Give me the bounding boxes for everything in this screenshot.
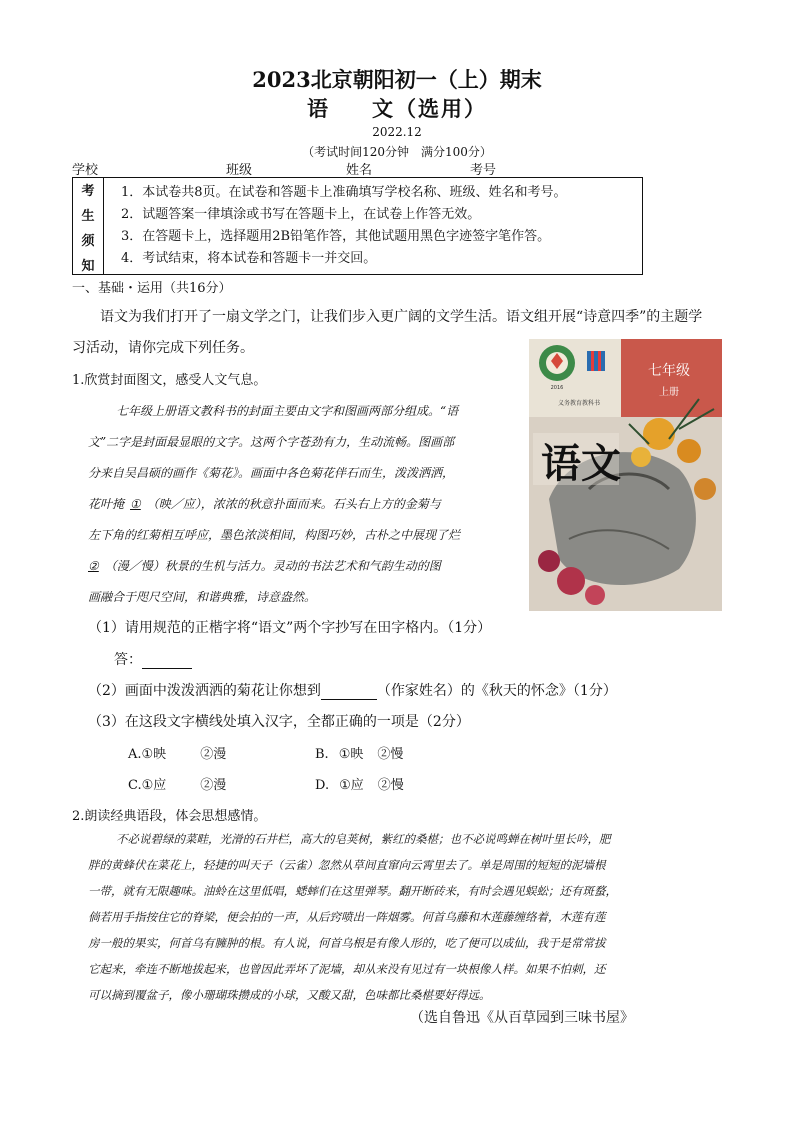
notice-rule: 1．本试卷共8页。在试卷和答题卡上准确填写学校名称、班级、姓名和考号。: [121, 185, 567, 200]
passage-line: [88, 495, 441, 512]
passage-line: 左下角的红菊相互呼应，墨色浓淡相间，构图巧妙，古朴之中展现了烂: [88, 528, 461, 542]
author-blank[interactable]: [321, 685, 377, 700]
q2-passage-line: 房一般的果实，何首乌有臃肿的根。有人说，何首乌根是有像人形的，吃了便可以成仙，我于是常常拔: [88, 936, 606, 950]
notice-box: [72, 177, 643, 275]
passage-text: 秋景的生机与活力。灵动的书法艺术和气韵生动的图: [164, 559, 441, 573]
option-b[interactable]: [315, 743, 403, 762]
notice-char: 考: [81, 184, 95, 199]
option-part: ①映: [338, 747, 364, 762]
choice-text: （映／应），: [146, 497, 213, 511]
intro-line: 习活动，请你完成下列任务。: [72, 340, 254, 356]
school-field[interactable]: [98, 163, 212, 178]
option-a[interactable]: [128, 743, 226, 762]
option-part: ②漫: [200, 747, 227, 762]
exam-title: 2023北京朝阳初一（上）期末: [252, 67, 542, 92]
passage-text: 花叶掩: [88, 497, 125, 511]
option-part: ②漫: [200, 778, 227, 793]
intro-line: 语文为我们打开了一扇文学之门，让我们步入更广阔的文学生活。语文组开展“诗意四季”的主题学: [100, 309, 703, 325]
q2-passage-line: 胖的黄蜂伏在菜花上，轻捷的叫天子（云雀）忽然从草间直窜向云霄里去了。单是周围的短短的泥墙根: [88, 858, 606, 872]
notice-rule: 2．试题答案一律填涂或书写在答题卡上，在试卷上作答无效。: [121, 207, 481, 222]
student-info-line: [72, 159, 612, 178]
option-part: ①映: [141, 747, 167, 762]
choice-text: （漫／慢）: [104, 559, 165, 573]
q2-passage-line: 可以摘到覆盆子，像小珊瑚珠攒成的小球，又酸又甜，色味都比桑椹要好得远。: [88, 988, 491, 1002]
notice-side-label: [73, 178, 104, 274]
blank-mark-2[interactable]: ②: [88, 559, 99, 573]
option-letter: B.: [315, 747, 329, 762]
subject-char-1: 语: [307, 96, 330, 121]
q2-passage-line: 不必说碧绿的菜畦，光滑的石井栏，高大的皂荚树，紫红的桑椹；也不必说鸣蝉在树叶里长吟，肥: [116, 832, 611, 846]
option-d[interactable]: [315, 774, 404, 793]
name-label: 姓名: [346, 163, 373, 178]
id-label: 考号: [470, 163, 497, 178]
passage-line: 画融合于咫尺空间，和谐典雅，诗意盎然。: [88, 590, 317, 604]
question-text: （作家姓名）的《秋天的怀念》（1分）: [376, 683, 617, 699]
passage-line: 文”二字是封面最显眼的文字。这两个字苍劲有力，生动流畅。图画部: [88, 435, 455, 449]
passage-text: 浓浓的秋意扑面而来。石头右上方的金菊与: [212, 497, 441, 511]
section-heading: 一、基础・运用（共16分）: [72, 281, 232, 296]
option-part: ②慢: [377, 778, 404, 793]
answer-label: 答：: [114, 652, 142, 668]
notice-rule: 4．考试结束，将本试卷和答题卡一并交回。: [121, 251, 377, 266]
notice-rules: [121, 182, 567, 270]
passage-line: 七年级上册语文教科书的封面主要由文字和图画两部分组成。“语: [116, 404, 459, 418]
option-part: ②慢: [377, 747, 404, 762]
subject-title: [0, 93, 794, 123]
question-1-2: [88, 680, 617, 700]
notice-char: 生: [81, 209, 95, 224]
option-letter: C.: [128, 778, 142, 793]
question-1-3: （3）在这段文字横线处填入汉字，全都正确的一项是（2分）: [88, 714, 470, 730]
subject-char-rest: 文（选用）: [372, 96, 487, 121]
blank-mark-1[interactable]: ①: [130, 497, 141, 511]
class-field[interactable]: [252, 163, 332, 178]
question-1-1: （1）请用规范的正楷字将“语文”两个字抄写在田字格内。（1分）: [88, 620, 492, 636]
option-letter: A.: [128, 747, 142, 762]
answer-blank[interactable]: [142, 654, 192, 669]
exam-date: 2022.12: [372, 125, 422, 139]
school-label: 学校: [72, 163, 99, 178]
cover-title: 语文: [541, 440, 621, 487]
exam-info: （考试时间120分钟 满分100分）: [302, 145, 492, 159]
notice-char: 须: [81, 234, 95, 249]
q2-source: （选自鲁迅《从百草园到三味书屋》: [410, 1010, 634, 1026]
question-text: （2）画面中泼泼洒洒的菊花让你想到: [88, 683, 321, 699]
notice-char: 知: [81, 259, 95, 274]
q2-passage-line: 它起来，牵连不断地拔起来，也曾因此弄坏了泥墙，却从来没有见过有一块根像人样。如果不怕刺，还: [88, 962, 606, 976]
question-1: 1.欣赏封面图文，感受人文气息。: [72, 373, 267, 388]
class-label: 班级: [226, 163, 253, 178]
q2-passage-line: 倘若用手指按住它的脊梁，便会拍的一声，从后窍喷出一阵烟雾。何首乌藤和木莲藤缠络着，木莲有莲: [88, 910, 606, 924]
option-part: ①应: [339, 778, 364, 793]
option-c[interactable]: [128, 774, 226, 793]
q2-passage-line: 一带，就有无限趣味。油蛉在这里低唱，蟋蟀们在这里弹琴。翻开断砖来，有时会遇见蜈蚣；还有斑蝥，: [88, 884, 617, 898]
notice-rule: 3．在答题卡上，选择题用2B铅笔作答，其他试题用黑色字迹签字笔作答。: [121, 229, 551, 244]
cover-series: 义务教育教科书: [557, 400, 601, 407]
option-letter: D.: [315, 778, 330, 793]
cover-logo-year: 2016: [550, 385, 564, 391]
id-field[interactable]: [496, 163, 612, 178]
cover-volume: 上册: [659, 387, 679, 398]
textbook-cover-image: [529, 339, 722, 611]
passage-line: [88, 557, 441, 574]
cover-grade: 七年级: [648, 363, 690, 379]
name-field[interactable]: [372, 163, 456, 178]
cover-illustration: [529, 339, 722, 611]
answer-line: [114, 649, 192, 669]
passage-line: 分来自吴昌硕的画作《菊花》。画面中各色菊花伴石而生，泼泼洒洒，: [88, 466, 455, 480]
option-part: ①应: [141, 778, 167, 793]
question-2: 2.朗读经典语段，体会思想感情。: [72, 809, 267, 824]
